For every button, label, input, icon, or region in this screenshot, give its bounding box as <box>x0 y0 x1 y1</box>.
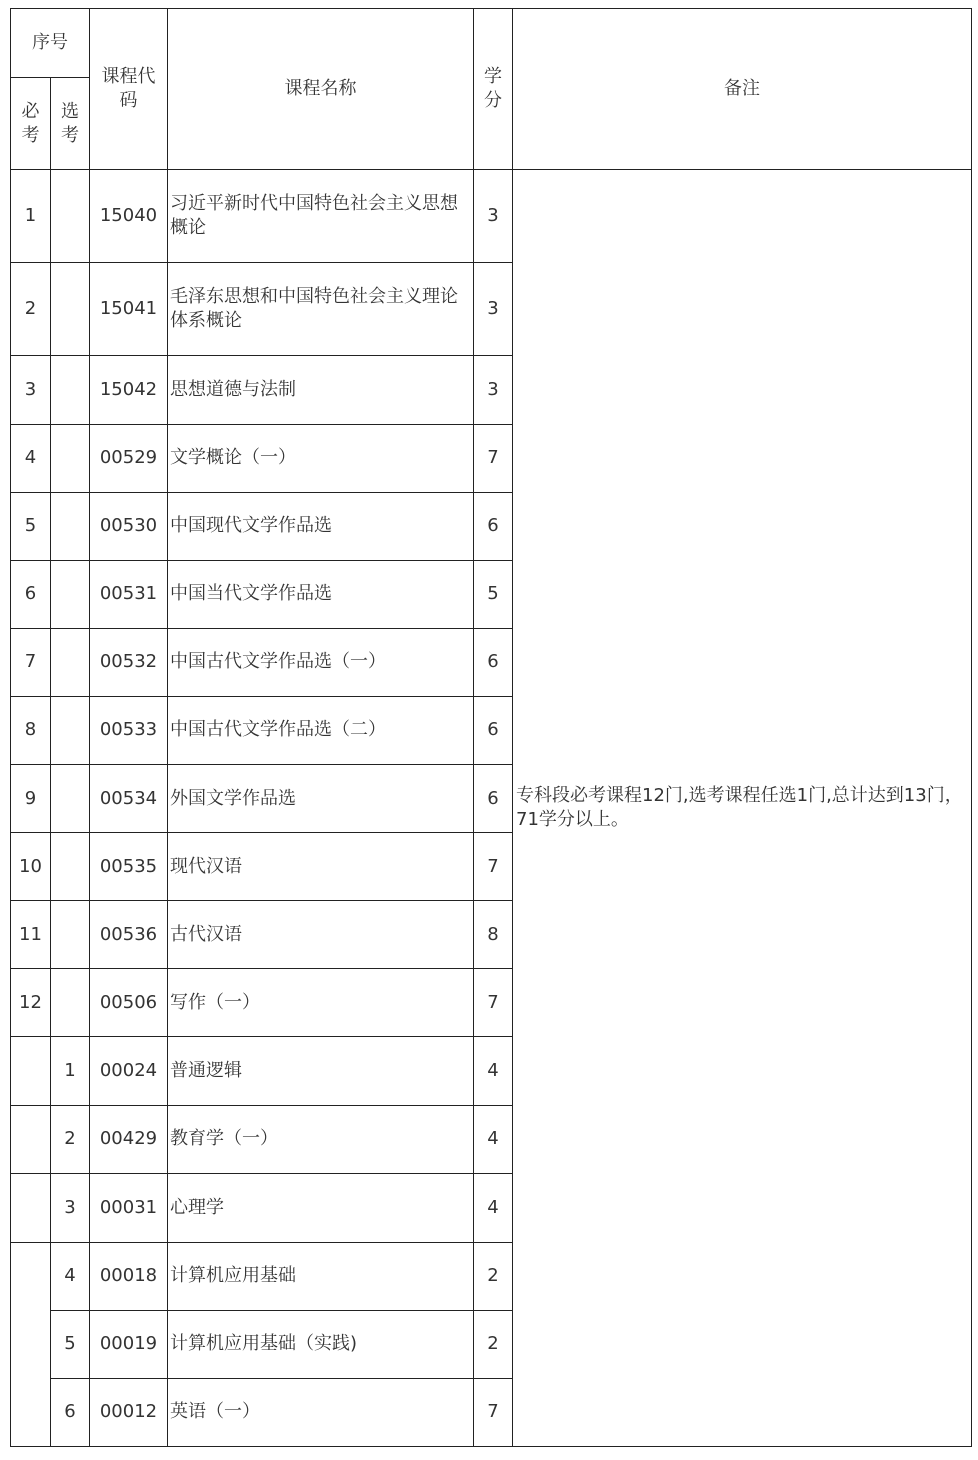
course-name: 毛泽东思想和中国特色社会主义理论体系概论 <box>168 263 474 356</box>
required-seq <box>11 1242 51 1446</box>
course-credit: 4 <box>474 1037 513 1105</box>
elective-seq <box>51 765 90 833</box>
course-credit: 3 <box>474 356 513 424</box>
required-seq: 7 <box>11 628 51 696</box>
course-code: 00529 <box>90 424 168 492</box>
course-code: 00531 <box>90 560 168 628</box>
course-name: 计算机应用基础 <box>168 1242 474 1310</box>
course-code: 00534 <box>90 765 168 833</box>
course-credit: 2 <box>474 1310 513 1378</box>
course-code: 00019 <box>90 1310 168 1378</box>
course-code: 00018 <box>90 1242 168 1310</box>
required-seq <box>11 1037 51 1105</box>
course-code: 15041 <box>90 263 168 356</box>
elective-seq <box>51 424 90 492</box>
course-name: 中国当代文学作品选 <box>168 560 474 628</box>
required-seq: 3 <box>11 356 51 424</box>
required-seq: 2 <box>11 263 51 356</box>
course-code: 00530 <box>90 492 168 560</box>
course-credit: 7 <box>474 969 513 1037</box>
course-name: 思想道德与法制 <box>168 356 474 424</box>
course-name: 外国文学作品选 <box>168 765 474 833</box>
header-credit: 学分 <box>474 9 513 170</box>
required-seq <box>11 1173 51 1242</box>
elective-seq <box>51 560 90 628</box>
course-name: 现代汉语 <box>168 833 474 901</box>
header-required: 必考 <box>11 78 51 170</box>
course-name: 古代汉语 <box>168 901 474 969</box>
course-credit: 3 <box>474 170 513 263</box>
course-table <box>10 8 972 1447</box>
elective-seq <box>51 833 90 901</box>
required-seq: 11 <box>11 901 51 969</box>
required-seq: 6 <box>11 560 51 628</box>
required-seq: 4 <box>11 424 51 492</box>
course-name: 教育学（一） <box>168 1105 474 1173</box>
course-name: 普通逻辑 <box>168 1037 474 1105</box>
course-name: 文学概论（一） <box>168 424 474 492</box>
course-credit: 6 <box>474 696 513 764</box>
elective-seq <box>51 356 90 424</box>
course-code: 15042 <box>90 356 168 424</box>
course-name: 中国古代文学作品选（二） <box>168 696 474 764</box>
header-name: 课程名称 <box>168 9 474 170</box>
course-credit: 2 <box>474 1242 513 1310</box>
course-code: 00429 <box>90 1105 168 1173</box>
note-text: 专科段必考课程12门,选考课程任选1门,总计达到13门，71学分以上。 <box>513 170 972 1447</box>
course-credit: 7 <box>474 424 513 492</box>
required-seq: 10 <box>11 833 51 901</box>
course-name: 写作（一） <box>168 969 474 1037</box>
elective-seq: 2 <box>51 1105 90 1173</box>
course-name: 英语（一） <box>168 1378 474 1446</box>
course-credit: 7 <box>474 833 513 901</box>
course-name: 中国现代文学作品选 <box>168 492 474 560</box>
course-code: 00012 <box>90 1378 168 1446</box>
required-seq: 12 <box>11 969 51 1037</box>
course-name: 习近平新时代中国特色社会主义思想概论 <box>168 170 474 263</box>
header-code: 课程代码 <box>90 9 168 170</box>
course-credit: 3 <box>474 263 513 356</box>
course-credit: 6 <box>474 628 513 696</box>
elective-seq <box>51 263 90 356</box>
elective-seq: 4 <box>51 1242 90 1310</box>
course-code: 00533 <box>90 696 168 764</box>
course-credit: 4 <box>474 1173 513 1242</box>
course-name: 计算机应用基础（实践) <box>168 1310 474 1378</box>
course-code: 00024 <box>90 1037 168 1105</box>
required-seq: 9 <box>11 765 51 833</box>
required-seq: 1 <box>11 170 51 263</box>
elective-seq <box>51 492 90 560</box>
course-code: 00532 <box>90 628 168 696</box>
header-elective: 选考 <box>51 78 90 170</box>
course-code: 00536 <box>90 901 168 969</box>
required-seq <box>11 1105 51 1173</box>
course-credit: 5 <box>474 560 513 628</box>
table-row <box>11 170 972 263</box>
course-credit: 7 <box>474 1378 513 1446</box>
course-name: 心理学 <box>168 1173 474 1242</box>
course-credit: 8 <box>474 901 513 969</box>
header-seq: 序号 <box>11 9 90 78</box>
elective-seq: 6 <box>51 1378 90 1446</box>
course-name: 中国古代文学作品选（一） <box>168 628 474 696</box>
elective-seq <box>51 628 90 696</box>
course-credit: 4 <box>474 1105 513 1173</box>
elective-seq: 1 <box>51 1037 90 1105</box>
header-note: 备注 <box>513 9 972 170</box>
required-seq: 5 <box>11 492 51 560</box>
course-code: 00535 <box>90 833 168 901</box>
course-credit: 6 <box>474 492 513 560</box>
course-code: 15040 <box>90 170 168 263</box>
elective-seq <box>51 901 90 969</box>
elective-seq <box>51 969 90 1037</box>
elective-seq: 5 <box>51 1310 90 1378</box>
course-credit: 6 <box>474 765 513 833</box>
elective-seq <box>51 170 90 263</box>
required-seq: 8 <box>11 696 51 764</box>
course-code: 00031 <box>90 1173 168 1242</box>
elective-seq <box>51 696 90 764</box>
course-code: 00506 <box>90 969 168 1037</box>
elective-seq: 3 <box>51 1173 90 1242</box>
